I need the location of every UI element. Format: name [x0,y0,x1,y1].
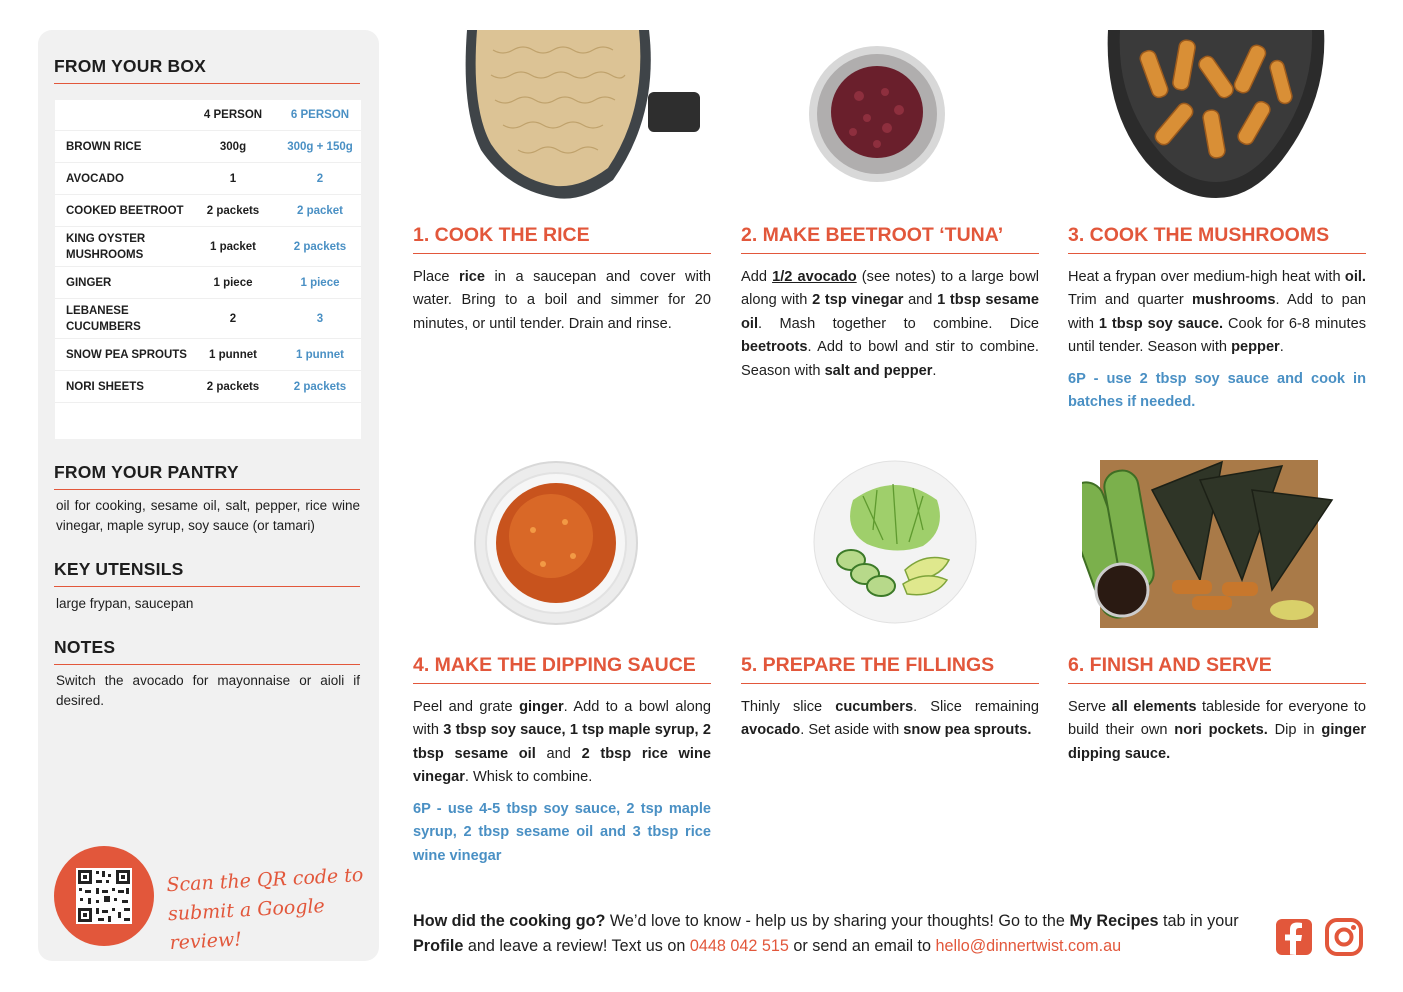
text-segment: and [535,745,582,762]
text-segment: all elements [1111,699,1197,715]
ingredient-name: BROWN RICE [66,140,142,153]
header-4-person: 4 PERSON [203,109,263,121]
text-segment: 1/2 avocado [772,269,857,285]
text-segment: beetroots [741,339,808,356]
text-segment: . Mash together to combine. Dice [758,315,1039,332]
text-segment[interactable]: 0448 042 515 [689,937,789,955]
text-segment: Serve [1068,699,1112,715]
qr-code-icon [76,868,132,924]
ingredient-qty-4: 2 packets [206,380,260,393]
text-segment: Peel and grate [413,699,520,715]
table-row [55,299,361,339]
mushroom-pan-photo [1106,30,1328,205]
fillings-plate-photo [813,460,977,629]
ingredient-qty-4: 300g [219,140,247,153]
text-segment: (see notes) to a large bowl along with [741,269,1039,309]
ingredient-name: AVOCADO [66,172,124,185]
text-segment: Add [741,269,773,285]
text-segment: and leave a review! Text us on [463,937,690,955]
text-segment: Thinly slice [741,699,836,715]
step-3-body [1068,266,1366,360]
qr-review-caption: Scan the QR code to submit a Google review! [166,863,364,955]
text-segment: in a saucepan and cover with water. Bring to a boil and simmer for 20 minutes, or until tender. Drain and rinse. [413,269,711,332]
beetroot-bowl-photo [807,44,947,189]
text-segment: avocado [741,722,801,739]
step-5-title: 5. PREPARE THE FILLINGS [741,654,1039,684]
step-1-title: 1. COOK THE RICE [413,224,711,254]
table-row [55,339,361,371]
text-segment: . Add to a bowl along with [413,699,711,739]
table-header-row [55,100,361,131]
review-footer [413,909,1263,959]
table-row [55,163,361,195]
rice-saucepan-photo [463,30,703,205]
table-row [55,131,361,163]
ingredient-name: NORI SHEETS [66,380,144,393]
table-row [55,371,361,403]
text-segment: ginger dipping sauce. [1068,722,1366,762]
ingredient-qty-4: 1 piece [213,276,253,289]
facebook-icon[interactable] [1275,918,1313,956]
text-segment: rice [459,269,486,285]
ingredient-name: SNOW PEA SPROUTS [66,348,187,361]
ingredient-qty-6: 1 punnet [296,348,344,361]
ingredient-qty-4: 2 [229,312,237,325]
text-segment: and [903,292,938,309]
step-2-title: 2. MAKE BEETROOT ‘TUNA’ [741,224,1039,254]
ingredient-qty-6: 2 packet [296,204,344,217]
nori-platter-photo [1082,460,1340,633]
ingredient-qty-6: 2 packets [293,240,347,253]
step-5-body [741,696,1039,743]
text-segment: . Add to bowl and stir to combine. Season with [741,339,1039,379]
box-title: FROM YOUR BOX [54,56,360,84]
ingredient-qty-4: 2 packets [206,204,260,217]
text-segment: tableside for everyone to build their own [1068,699,1366,739]
ingredient-name: LEBANESE CUCUMBERS [66,304,141,333]
text-segment: We’d love to know - help us by sharing your thoughts! Go to the [605,912,1070,930]
text-segment: My Recipes [1069,912,1159,930]
text-segment: . Add to pan with [1068,292,1367,332]
notes-title: NOTES [54,637,360,665]
table-row [55,195,361,227]
text-segment: How did the cooking go? [413,912,606,930]
ingredients-table [55,100,361,439]
text-segment: mushrooms [1191,292,1276,309]
step-2-body [741,266,1039,383]
text-segment: oil. [1344,269,1366,285]
instagram-icon[interactable] [1325,918,1363,956]
text-segment: 3 tbsp soy sauce, 1 tsp maple syrup, 2 tbsp sesame oil [413,722,711,762]
text-segment: ginger [519,699,564,715]
text-segment: . Set aside with [800,722,904,739]
ingredient-qty-6: 300g + 150g [287,140,353,153]
text-segment: 2 tbsp rice wine vinegar [413,745,711,786]
utensils-title: KEY UTENSILS [54,559,360,587]
text-segment: tab in your [1158,912,1239,930]
text-segment: Place [413,269,460,285]
text-segment: . [932,362,937,379]
ingredient-qty-6: 3 [316,312,324,325]
text-segment: . Slice remaining [913,699,1039,715]
text-segment: Heat a frypan over medium-high heat with [1068,269,1345,285]
text-segment: Trim and quarter [1068,292,1192,309]
pantry-text: oil for cooking, sesame oil, salt, pepper, rice wine vinegar, maple syrup, soy sauce (or tamari) [56,498,360,533]
ingredient-qty-4: 1 packet [209,240,257,253]
text-segment: . Whisk to combine. [464,769,593,786]
ingredient-qty-6: 1 piece [300,276,340,289]
text-segment: nori pockets. [1174,722,1268,739]
text-segment: salt and pepper [824,362,933,379]
table-row [55,267,361,299]
notes-text: Switch the avocado for mayonnaise or aioli if desired. [56,673,360,708]
text-segment: cucumbers [835,699,914,715]
text-segment: 2 tsp vinegar [812,292,904,309]
ingredient-qty-6: 2 [316,172,324,185]
ingredients-sidebar [38,30,379,961]
step-3-note: 6P - use 2 tbsp soy sauce and cook in batches if needed. [1068,371,1366,411]
utensils-text: large frypan, saucepan [56,596,194,611]
ingredient-qty-4: 1 punnet [209,348,257,361]
text-segment: 1 tbsp sesame oil [741,292,1039,332]
qr-code-badge[interactable] [54,846,154,946]
step-4-note: 6P - use 4-5 tbsp soy sauce, 2 tsp maple syrup, 2 tbsp sesame oil and 3 tbsp rice wine vinegar [413,801,711,864]
text-segment: Dip in [1267,722,1322,739]
step-6-title: 6. FINISH AND SERVE [1068,654,1366,684]
header-6-person: 6 PERSON [290,109,350,121]
ingredient-qty-6: 2 packets [293,380,347,393]
text-segment: 1 tbsp soy sauce. [1098,315,1224,332]
text-segment: or send an email to [788,937,936,955]
step-1-body [413,266,711,336]
step-3-title: 3. COOK THE MUSHROOMS [1068,224,1366,254]
text-segment[interactable]: hello@dinnertwist.com.au [935,937,1122,955]
text-segment: pepper [1231,339,1280,356]
text-segment: Profile [413,937,464,955]
text-segment: Cook for 6-8 minutes until tender. Season with [1068,315,1366,356]
table-row [55,227,361,267]
step-4-body [413,696,711,790]
step-6-body [1068,696,1366,766]
ingredient-name: GINGER [66,276,112,289]
step-4-title: 4. MAKE THE DIPPING SAUCE [413,654,711,684]
text-segment: . [1279,339,1284,356]
ingredient-qty-4: 1 [229,172,237,185]
text-segment: snow pea sprouts. [903,722,1032,739]
sauce-bowl-photo [473,460,639,631]
ingredient-name: KING OYSTER MUSHROOMS [66,232,146,261]
ingredient-name: COOKED BEETROOT [66,204,184,217]
pantry-title: FROM YOUR PANTRY [54,462,360,490]
